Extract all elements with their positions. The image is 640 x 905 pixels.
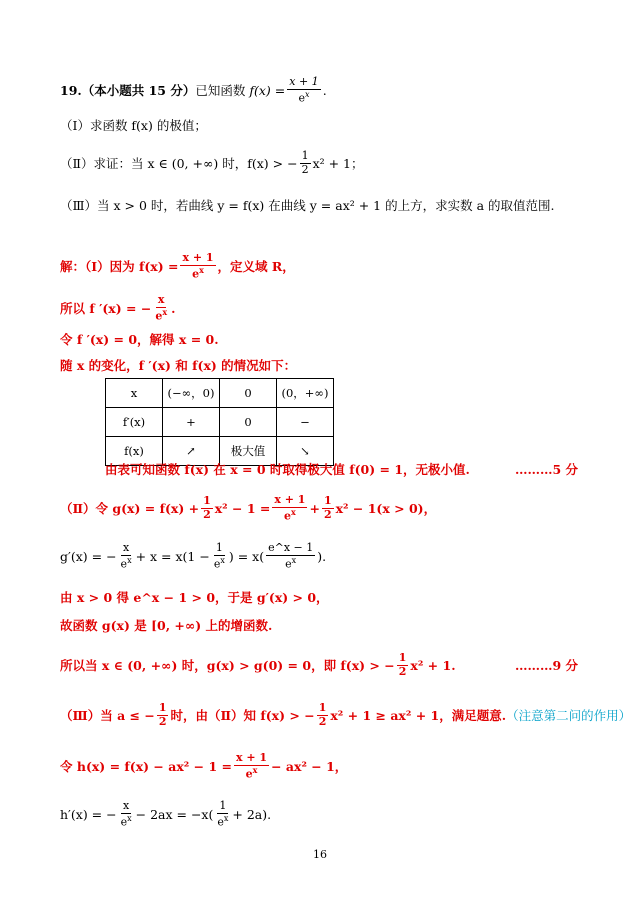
table-row: x (−∞，0) 0 (0，+∞) (106, 379, 334, 408)
solution-line-6: （Ⅱ）令 g(x) = f(x) + $\frac{1}{2}$ x² − 1 = $\frac{x + 1}{e^x}$ + $\frac{1}{2}$ x² − 1(x > 0)， (60, 493, 437, 523)
function-label: f(x) = (249, 82, 286, 98)
solution-line-9: 故函数 g(x) 是 [0, +∞) 上的增函数. (60, 618, 273, 633)
part-1: （Ⅰ）求函数 f(x) 的极值； (60, 118, 207, 133)
solution-line-4: 随 x 的变化，f ′(x) 和 f(x) 的情况如下： (60, 358, 297, 373)
score-marker-5: ………5 分 (514, 462, 578, 477)
problem-header-line: 19.（本小题共 15 分） 已知函数 f(x) = $\frac{x + 1}{e^x}$ . (60, 75, 327, 105)
solution-line-1: 解：（Ⅰ）因为 f(x) = $\frac{x + 1}{e^x}$ ，定义域 R， (60, 251, 295, 281)
table-row: f(x) ↗ 极大值 ↘ (106, 437, 334, 466)
solution-line-7: g′(x) = − $\frac{x}{e^x}$ + x = x(1 − $\frac{1}{e^x}$ ) = x( $\frac{e\^{}x - 1}{e^x}$ ). (60, 541, 327, 571)
part-3: （Ⅲ）当 x > 0 时，若曲线 y = f(x) 在曲线 y = ax² + 1 的上方，求实数 a 的取值范围. (60, 198, 555, 213)
problem-intro: 已知函数 (195, 83, 246, 99)
decreasing-arrow-icon: ↘ (277, 437, 334, 466)
page-number: 16 (313, 848, 327, 861)
sign-table (105, 378, 334, 466)
increasing-arrow-icon: ↗ (163, 437, 220, 466)
solution-line-8: 由 x > 0 得 e^x − 1 > 0，于是 g′(x) > 0， (60, 590, 329, 605)
solution-line-2: 所以 f ′(x) = − $\frac{x}{e^x}$ . (60, 293, 176, 323)
fraction: $\frac{x + 1}{e^x}$ (289, 75, 319, 105)
table-row: f′(x) + 0 − (106, 408, 334, 437)
solution-line-5: 由表可知函数 f(x) 在 x = 0 时取得极大值 f(0) = 1，无极小值. (105, 462, 470, 477)
solution-line-3: 令 f ′(x) = 0，解得 x = 0. (60, 332, 219, 347)
annotation-note: （注意第二问的作用） (506, 708, 632, 724)
solution-line-10: 所以当 x ∈ (0, +∞) 时，g(x) > g(0) = 0，即 f(x) > − $\frac{1}{2}$ x² + 1. (60, 651, 456, 678)
solution-line-12: 令 h(x) = f(x) − ax² − 1 = $\frac{x + 1}{e^x}$ − ax² − 1， (60, 751, 348, 781)
score-marker-9: ………9 分 (514, 658, 578, 673)
problem-number: 19.（本小题共 15 分） (60, 83, 196, 99)
solution-line-11: （Ⅲ）当 a ≤ − $\frac{1}{2}$ 时，由（Ⅱ）知 f(x) > − $\frac{1}{2}$ x² + 1 ≥ ax² + 1，满足题意. （注意第二问的作用） (60, 701, 632, 728)
solution-line-13: h′(x) = − $\frac{x}{e^x}$ − 2ax = −x( $\frac{1}{e^x}$ + 2a). (60, 799, 272, 829)
part-2: （Ⅱ）求证：当 x ∈ (0, +∞) 时，f(x) > − $\frac{1}{2}$ x² + 1； (60, 149, 364, 176)
